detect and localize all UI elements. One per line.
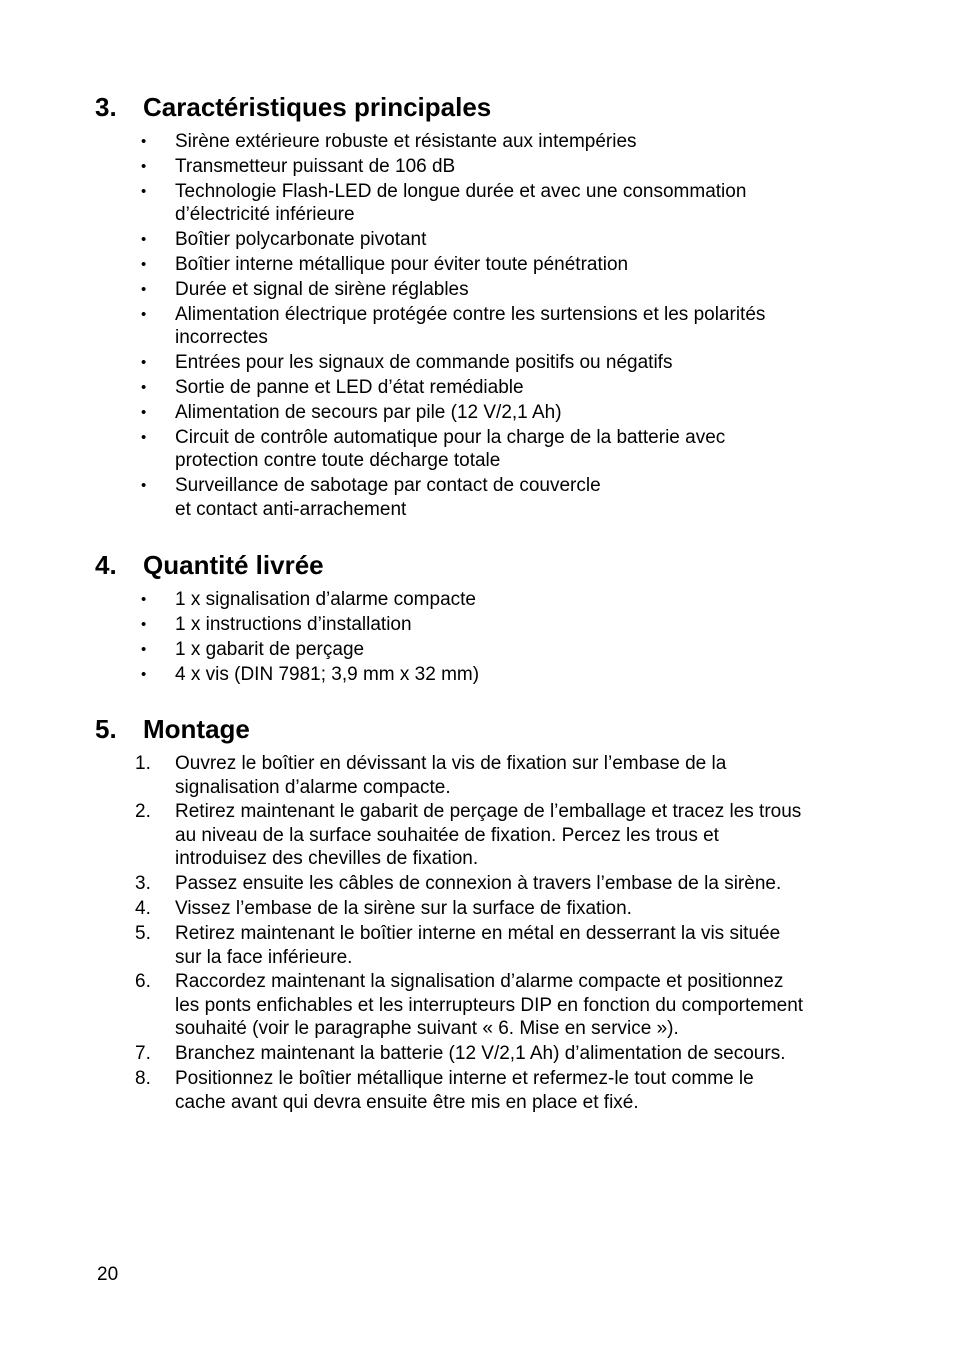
list-item: 2. Retirez maintenant le gabarit de perçage de l’emballage et tracez les trous au niveau de la surface souhaitée de fixation. Percez les trous et introduisez des chevilles de fixation. xyxy=(135,801,802,870)
bullet-icon: • xyxy=(141,591,147,608)
list-item: • Entrées pour les signaux de commande positifs ou négatifs xyxy=(141,352,673,374)
bullet-icon: • xyxy=(141,665,147,683)
bullet-icon: • xyxy=(141,615,147,633)
features-list xyxy=(0,130,954,523)
section-number: 3. xyxy=(95,92,117,122)
bullet-icon: • xyxy=(141,379,147,397)
step-number: 5. xyxy=(135,923,151,945)
list-item: 7. Branchez maintenant la batterie (12 V/2,1 Ah) d’alimentation de secours. xyxy=(135,1043,786,1065)
bullet-icon: • xyxy=(141,477,147,495)
montage-steps-list xyxy=(0,752,954,1116)
list-item: • Surveillance de sabotage par contact de couvercle et contact anti-arrachement xyxy=(141,475,601,520)
list-item: 6. Raccordez maintenant la signalisation d’alarme compacte et positionnez les ponts enfichables et les interrupteurs DIP en fonction du comportement souhaité (voir le paragraphe suivant « 6. Mise en service »). xyxy=(135,971,804,1040)
list-item: • Boîtier polycarbonate pivotant xyxy=(141,229,427,251)
list-item: • Sortie de panne et LED d’état remédiable xyxy=(141,377,524,399)
bullet-icon: • xyxy=(141,640,147,658)
list-item: • Sirène extérieure robuste et résistante aux intempéries xyxy=(141,131,637,152)
bullet-icon: • xyxy=(141,305,147,323)
bullet-icon: • xyxy=(141,157,147,175)
list-item: 1. Ouvrez le boîtier en dévissant la vis de fixation sur l’embase de la signalisation d’alarme compacte. xyxy=(135,753,727,798)
step-number: 4. xyxy=(135,898,151,920)
list-item: • Technologie Flash-LED de longue durée et avec une consommation d’électricité inférieure xyxy=(141,180,747,226)
bullet-icon: • xyxy=(141,133,147,150)
section-heading xyxy=(95,714,250,744)
list-item: • Circuit de contrôle automatique pour la charge de la batterie avec protection contre toute décharge totale xyxy=(141,426,726,472)
list-item: 8. Positionnez le boîtier métallique interne et refermez-le tout comme le cache avant qui devra ensuite être mis en place et fixé. xyxy=(135,1068,754,1113)
list-item: • Boîtier interne métallique pour éviter toute pénétration xyxy=(141,254,629,276)
step-number: 2. xyxy=(135,801,151,823)
bullet-icon: • xyxy=(141,182,147,200)
step-number: 7. xyxy=(135,1043,151,1065)
bullet-icon: • xyxy=(141,428,147,446)
list-item: • 1 x signalisation d’alarme compacte xyxy=(141,589,476,610)
list-item: • 1 x instructions d’installation xyxy=(141,613,412,635)
step-number: 1. xyxy=(135,753,151,774)
list-item: • 1 x gabarit de perçage xyxy=(141,638,365,660)
step-number: 8. xyxy=(135,1068,151,1090)
page-number: 20 xyxy=(97,1264,119,1285)
section-title: Quantité livrée xyxy=(143,550,324,580)
list-item: • Alimentation électrique protégée contre les surtensions et les polarités incorrectes xyxy=(141,303,766,349)
section-title: Montage xyxy=(143,714,250,744)
section-heading xyxy=(95,550,324,580)
bullet-icon: • xyxy=(141,231,147,249)
section-number: 5. xyxy=(95,714,117,744)
section-title: Caractéristiques principales xyxy=(143,92,492,122)
list-item: 3. Passez ensuite les câbles de connexion à travers l’embase de la sirène. xyxy=(135,873,782,895)
list-item: 5. Retirez maintenant le boîtier interne en métal en desserrant la vis située sur la face inférieure. xyxy=(135,923,781,968)
list-item: • Transmetteur puissant de 106 dB xyxy=(141,155,456,177)
bullet-icon: • xyxy=(141,280,147,298)
step-number: 3. xyxy=(135,873,151,895)
list-item: • Alimentation de secours par pile (12 V/2,1 Ah) xyxy=(141,402,562,424)
section-heading xyxy=(95,92,491,122)
delivery-list xyxy=(0,588,954,688)
list-item: 4. Vissez l’embase de la sirène sur la surface de fixation. xyxy=(135,898,632,920)
section-number: 4. xyxy=(95,550,117,580)
bullet-icon: • xyxy=(141,256,147,274)
bullet-icon: • xyxy=(141,354,147,372)
list-item: • 4 x vis (DIN 7981; 3,9 mm x 32 mm) xyxy=(141,663,480,685)
bullet-icon: • xyxy=(141,404,147,422)
list-item: • Durée et signal de sirène réglables xyxy=(141,278,469,300)
step-number: 6. xyxy=(135,971,151,993)
